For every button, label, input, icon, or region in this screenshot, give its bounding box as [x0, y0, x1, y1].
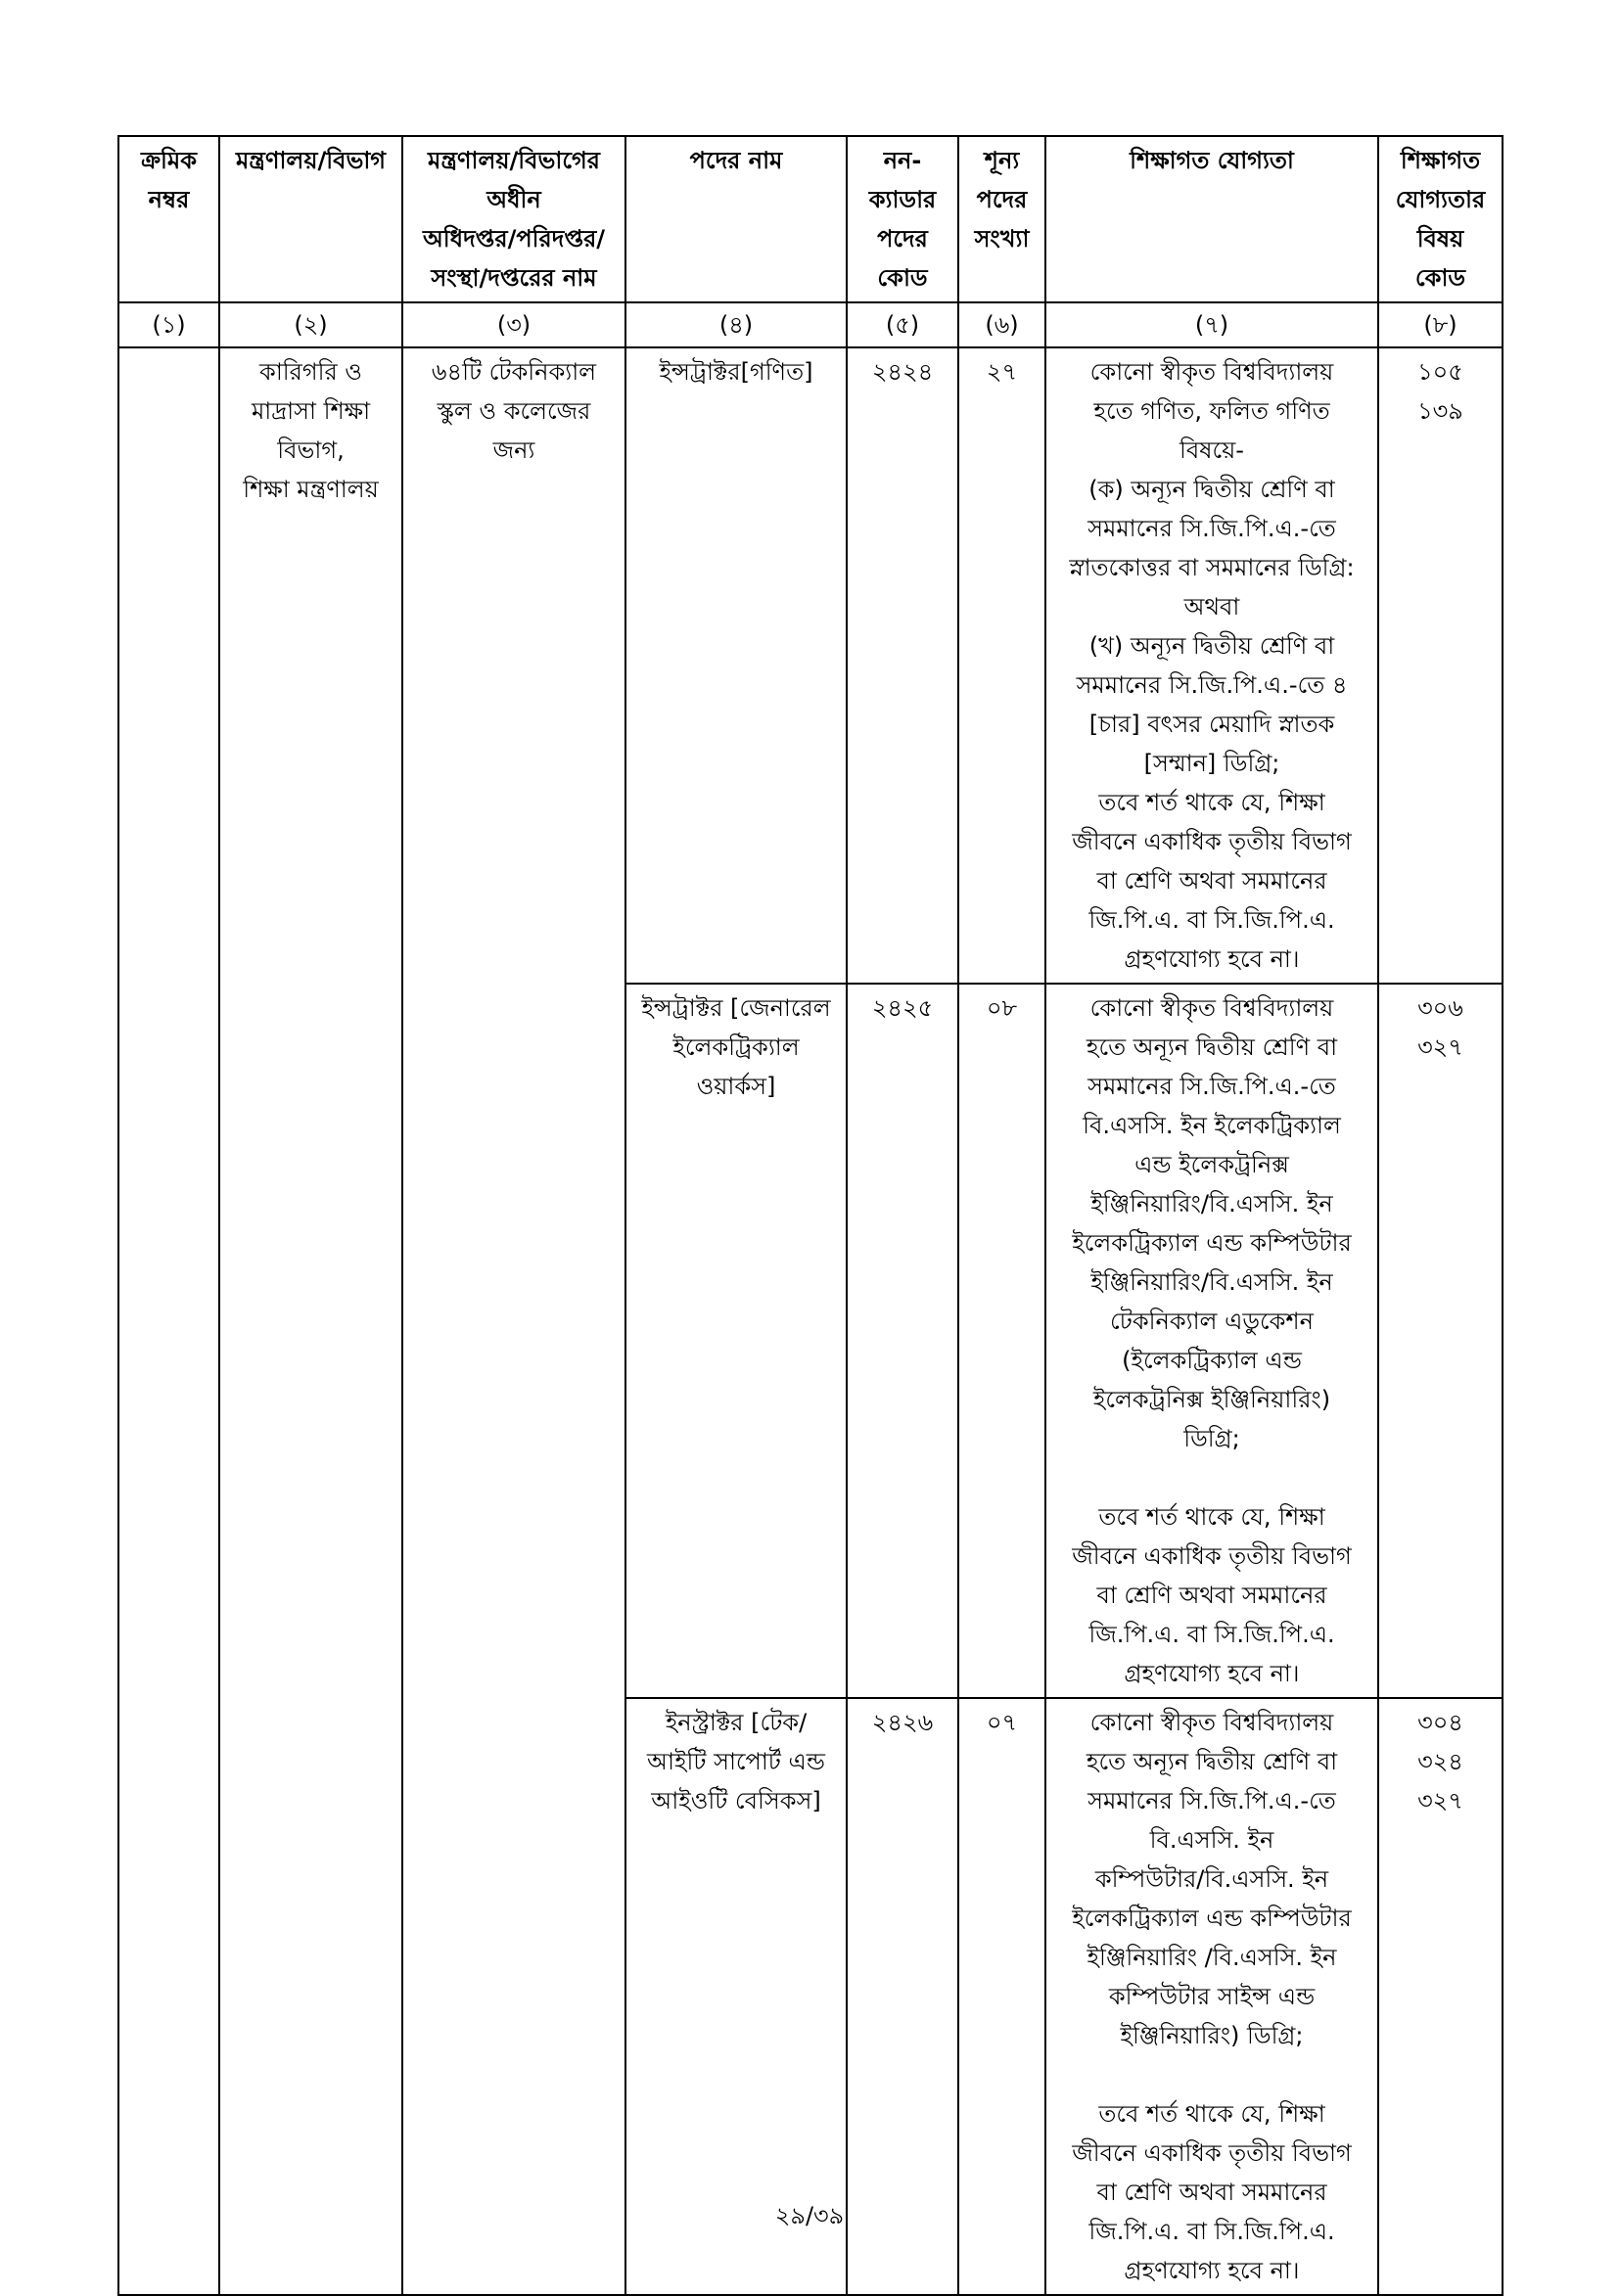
- qualification-cell-line: গ্রহণযোগ্য হবে না।: [1124, 2257, 1300, 2284]
- ministry-cell-line: শিক্ষা মন্ত্রণালয়: [243, 476, 379, 503]
- agency-cell-line: ৬৪টি টেকনিক্যাল: [431, 358, 597, 386]
- agency-cell: [402, 347, 625, 2295]
- vacancy-table: [117, 135, 1503, 2296]
- qualification-cell-line: কোনো স্বীকৃত বিশ্ববিদ্যালয়: [1089, 994, 1334, 1022]
- qualification-cell-line: বি.এসসি. ইন ইলেকট্রিক্যাল: [1083, 1112, 1341, 1139]
- ministry-cell-line: মাদ্রাসা শিক্ষা: [251, 397, 371, 425]
- post-name-cell: [625, 984, 847, 1698]
- subject-code-cell: [1378, 347, 1503, 984]
- agency-cell-line: স্কুল ও কলেজের: [437, 397, 591, 425]
- qualification-cell-line: তবে শর্ত থাকে যে, শিক্ষা: [1098, 789, 1325, 816]
- qualification-cell-line: সমমানের সি.জি.পি.এ.-তে: [1087, 1787, 1336, 1814]
- qualification-cell-line: জি.পি.এ. বা সি.জি.পি.এ.: [1088, 2218, 1335, 2245]
- qualification-cell-line: অথবা: [1183, 593, 1240, 620]
- header-cell-line: মন্ত্রণালয়/বিভাগের: [428, 147, 600, 174]
- qualification-cell-line: [1052, 1458, 1371, 1497]
- header-cell: [625, 136, 847, 302]
- qualification-cell-line: স্নাতকোত্তর বা সমমানের ডিগ্রি:: [1069, 554, 1355, 581]
- qualification-cell-line: বিষয়ে-: [1180, 436, 1244, 464]
- post-name-cell-line: আইওটি বেসিকস]: [651, 1787, 821, 1814]
- vacancy-count-cell: ০৮: [958, 984, 1045, 1698]
- ministry-cell-line: কারিগরি ও: [259, 358, 362, 386]
- qualification-cell-line: হতে গণিত, ফলিত গণিত: [1093, 397, 1330, 425]
- header-cell-line: সংখ্যা: [974, 225, 1030, 253]
- header-cell-line: নম্বর: [148, 186, 190, 213]
- header-cell-line: ক্যাডার: [868, 186, 937, 213]
- qualification-cell-line: [চার] বৎসর মেয়াদি স্নাতক: [1088, 711, 1335, 738]
- column-number: (১): [118, 302, 219, 347]
- qualification-cell-line: কম্পিউটার/বি.এসসি. ইন: [1094, 1865, 1329, 1893]
- qualification-cell-line: ইলেকট্রিক্যাল এন্ড কম্পিউটার: [1072, 1905, 1352, 1932]
- header-cell-line: পদের: [976, 186, 1028, 213]
- column-number: (৮): [1378, 302, 1503, 347]
- qualification-cell-line: জীবনে একাধিক তৃতীয় বিভাগ: [1072, 2139, 1352, 2167]
- subject-code-cell: [1378, 984, 1503, 1698]
- qualification-cell-line: টেকনিক্যাল এডুকেশন: [1110, 1308, 1314, 1335]
- post-name-cell-line: ইনস্ট্রাক্টর [টেক/: [665, 1709, 808, 1736]
- header-cell-line: মন্ত্রণালয়/বিভাগ: [235, 147, 387, 174]
- qualification-cell-line: গ্রহণযোগ্য হবে না।: [1124, 1660, 1300, 1687]
- column-number: (২): [219, 302, 402, 347]
- subject-code-cell-line: ৩২৭: [1417, 1033, 1463, 1061]
- header-cell-line: বিষয়: [1416, 225, 1464, 253]
- header-cell: [118, 136, 219, 302]
- column-number: (৩): [402, 302, 625, 347]
- header-cell-line: শিক্ষাগত যোগ্যতা: [1130, 147, 1294, 174]
- qualification-cell-line: তবে শর্ত থাকে যে, শিক্ষা: [1098, 1503, 1325, 1531]
- qualification-cell-line: ইঞ্জিনিয়ারিং) ডিগ্রি;: [1120, 2022, 1304, 2049]
- subject-code-cell-line: ৩০৪: [1417, 1709, 1463, 1736]
- column-number: (৭): [1045, 302, 1378, 347]
- header-cell-line: অধিদপ্তর/পরিদপ্তর/: [422, 225, 606, 253]
- header-cell-line: ক্রমিক: [140, 147, 198, 174]
- header-cell-line: কোড: [1414, 264, 1466, 292]
- page-number: ২৯/৩৯: [774, 2202, 845, 2229]
- qualification-cell-line: ডিগ্রি;: [1183, 1425, 1240, 1452]
- header-cell-line: শূন্য: [984, 147, 1020, 174]
- post-code-cell: ২৪২৪: [847, 347, 958, 984]
- post-name-cell-line: আইটি সাপোর্ট এন্ড: [647, 1748, 825, 1775]
- header-cell: [958, 136, 1045, 302]
- post-code-cell: ২৪২৬: [847, 1698, 958, 2295]
- post-name-cell-line: ইন্সট্রাক্টর [জেনারেল: [641, 994, 831, 1022]
- header-cell-line: পদের নাম: [689, 147, 783, 174]
- qualification-cell-line: (ইলেকট্রিক্যাল এন্ড: [1122, 1347, 1302, 1374]
- qualification-cell-line: কোনো স্বীকৃত বিশ্ববিদ্যালয়: [1089, 1709, 1334, 1736]
- qualification-cell-line: কম্পিউটার সাইন্স এন্ড: [1108, 1983, 1316, 2010]
- agency-cell-line: জন্য: [492, 436, 535, 464]
- qualification-cell-line: বা শ্রেণি অথবা সমমানের: [1096, 1582, 1327, 1609]
- qualification-cell-line: সমমানের সি.জি.পি.এ.-তে ৪: [1076, 671, 1348, 699]
- post-name-cell-line: ইলেকট্রিক্যাল: [672, 1033, 800, 1061]
- ministry-cell: [219, 347, 402, 2295]
- header-cell: [402, 136, 625, 302]
- subject-code-cell-line: ৩২৭: [1417, 1787, 1463, 1814]
- header-cell-line: কোড: [877, 264, 928, 292]
- header-cell-line: যোগ্যতার: [1395, 186, 1486, 213]
- qualification-cell-line: হতে অন্যূন দ্বিতীয় শ্রেণি বা: [1086, 1033, 1338, 1061]
- column-number-row: [118, 302, 1503, 347]
- qualification-cell-line: সমমানের সি.জি.পি.এ.-তে: [1087, 515, 1336, 542]
- qualification-cell-line: ইলেকট্রনিক্স ইঞ্জিনিয়ারিং): [1092, 1386, 1331, 1413]
- column-number: (৬): [958, 302, 1045, 347]
- post-name-cell: [625, 347, 847, 984]
- qualification-cell-line: কোনো স্বীকৃত বিশ্ববিদ্যালয়: [1089, 358, 1334, 386]
- header-cell-line: অধীন: [486, 186, 541, 213]
- qualification-cell-line: [1052, 2055, 1371, 2094]
- column-number: (৫): [847, 302, 958, 347]
- qualification-cell-line: জি.পি.এ. বা সি.জি.পি.এ.: [1088, 1621, 1335, 1648]
- ministry-cell-line: বিভাগ,: [277, 436, 345, 464]
- vacancy-count-cell: ০৭: [958, 1698, 1045, 2295]
- qualification-cell-line: ইলেকট্রিক্যাল এন্ড কম্পিউটার: [1072, 1229, 1352, 1257]
- header-cell-line: সংস্থা/দপ্তরের নাম: [431, 264, 597, 292]
- post-name-cell-line: ওয়ার্কস]: [696, 1073, 776, 1100]
- qualification-cell-line: ইঞ্জিনিয়ারিং /বি.এসসি. ইন: [1087, 1944, 1337, 1971]
- header-cell-line: নন-: [883, 147, 922, 174]
- qualification-cell-line: বা শ্রেণি অথবা সমমানের: [1096, 2179, 1327, 2206]
- subject-code-cell-line: ৩০৬: [1417, 994, 1463, 1022]
- serial-number-cell: [118, 347, 219, 2295]
- post-name-cell-line: ইন্সট্রাক্টর[গণিত]: [659, 358, 813, 386]
- qualification-cell-line: (ক) অন্যূন দ্বিতীয় শ্রেণি বা: [1088, 476, 1335, 503]
- qualification-cell: [1045, 984, 1378, 1698]
- qualification-cell-line: গ্রহণযোগ্য হবে না।: [1124, 945, 1300, 973]
- header-cell: [847, 136, 958, 302]
- header-cell: [1045, 136, 1378, 302]
- qualification-cell-line: ইঞ্জিনিয়ারিং/বি.এসসি. ইন: [1090, 1268, 1333, 1296]
- qualification-cell-line: বি.এসসি. ইন: [1149, 1826, 1274, 1854]
- column-number: (৪): [625, 302, 847, 347]
- table-row: [118, 347, 1503, 984]
- header-row: [118, 136, 1503, 302]
- qualification-cell-line: হতে অন্যূন দ্বিতীয় শ্রেণি বা: [1086, 1748, 1338, 1775]
- header-cell-line: শিক্ষাগত: [1400, 147, 1481, 174]
- vacancy-count-cell: ২৭: [958, 347, 1045, 984]
- qualification-cell-line: বা শ্রেণি অথবা সমমানের: [1096, 867, 1327, 895]
- qualification-cell-line: সমমানের সি.জি.পি.এ.-তে: [1087, 1073, 1336, 1100]
- subject-code-cell-line: ৩২৪: [1417, 1748, 1463, 1775]
- qualification-cell-line: তবে শর্ত থাকে যে, শিক্ষা: [1098, 2100, 1325, 2128]
- subject-code-cell-line: ১০৫: [1417, 358, 1463, 386]
- qualification-cell-line: জীবনে একাধিক তৃতীয় বিভাগ: [1072, 828, 1352, 855]
- subject-code-cell-line: ১৩৯: [1417, 397, 1463, 425]
- post-code-cell: ২৪২৫: [847, 984, 958, 1698]
- qualification-cell-line: জি.পি.এ. বা সি.জি.পি.এ.: [1088, 906, 1335, 934]
- qualification-cell-line: (খ) অন্যূন দ্বিতীয় শ্রেণি বা: [1088, 632, 1335, 660]
- qualification-cell-line: [সম্মান] ডিগ্রি;: [1143, 750, 1280, 777]
- header-cell-line: পদের: [877, 225, 928, 253]
- header-cell: [219, 136, 402, 302]
- qualification-cell-line: এন্ড ইলেকট্রনিক্স: [1134, 1151, 1289, 1178]
- header-cell: [1378, 136, 1503, 302]
- qualification-cell-line: জীবনে একাধিক তৃতীয় বিভাগ: [1072, 1542, 1352, 1570]
- qualification-cell-line: ইঞ্জিনিয়ারিং/বি.এসসি. ইন: [1090, 1190, 1333, 1217]
- qualification-cell: [1045, 347, 1378, 984]
